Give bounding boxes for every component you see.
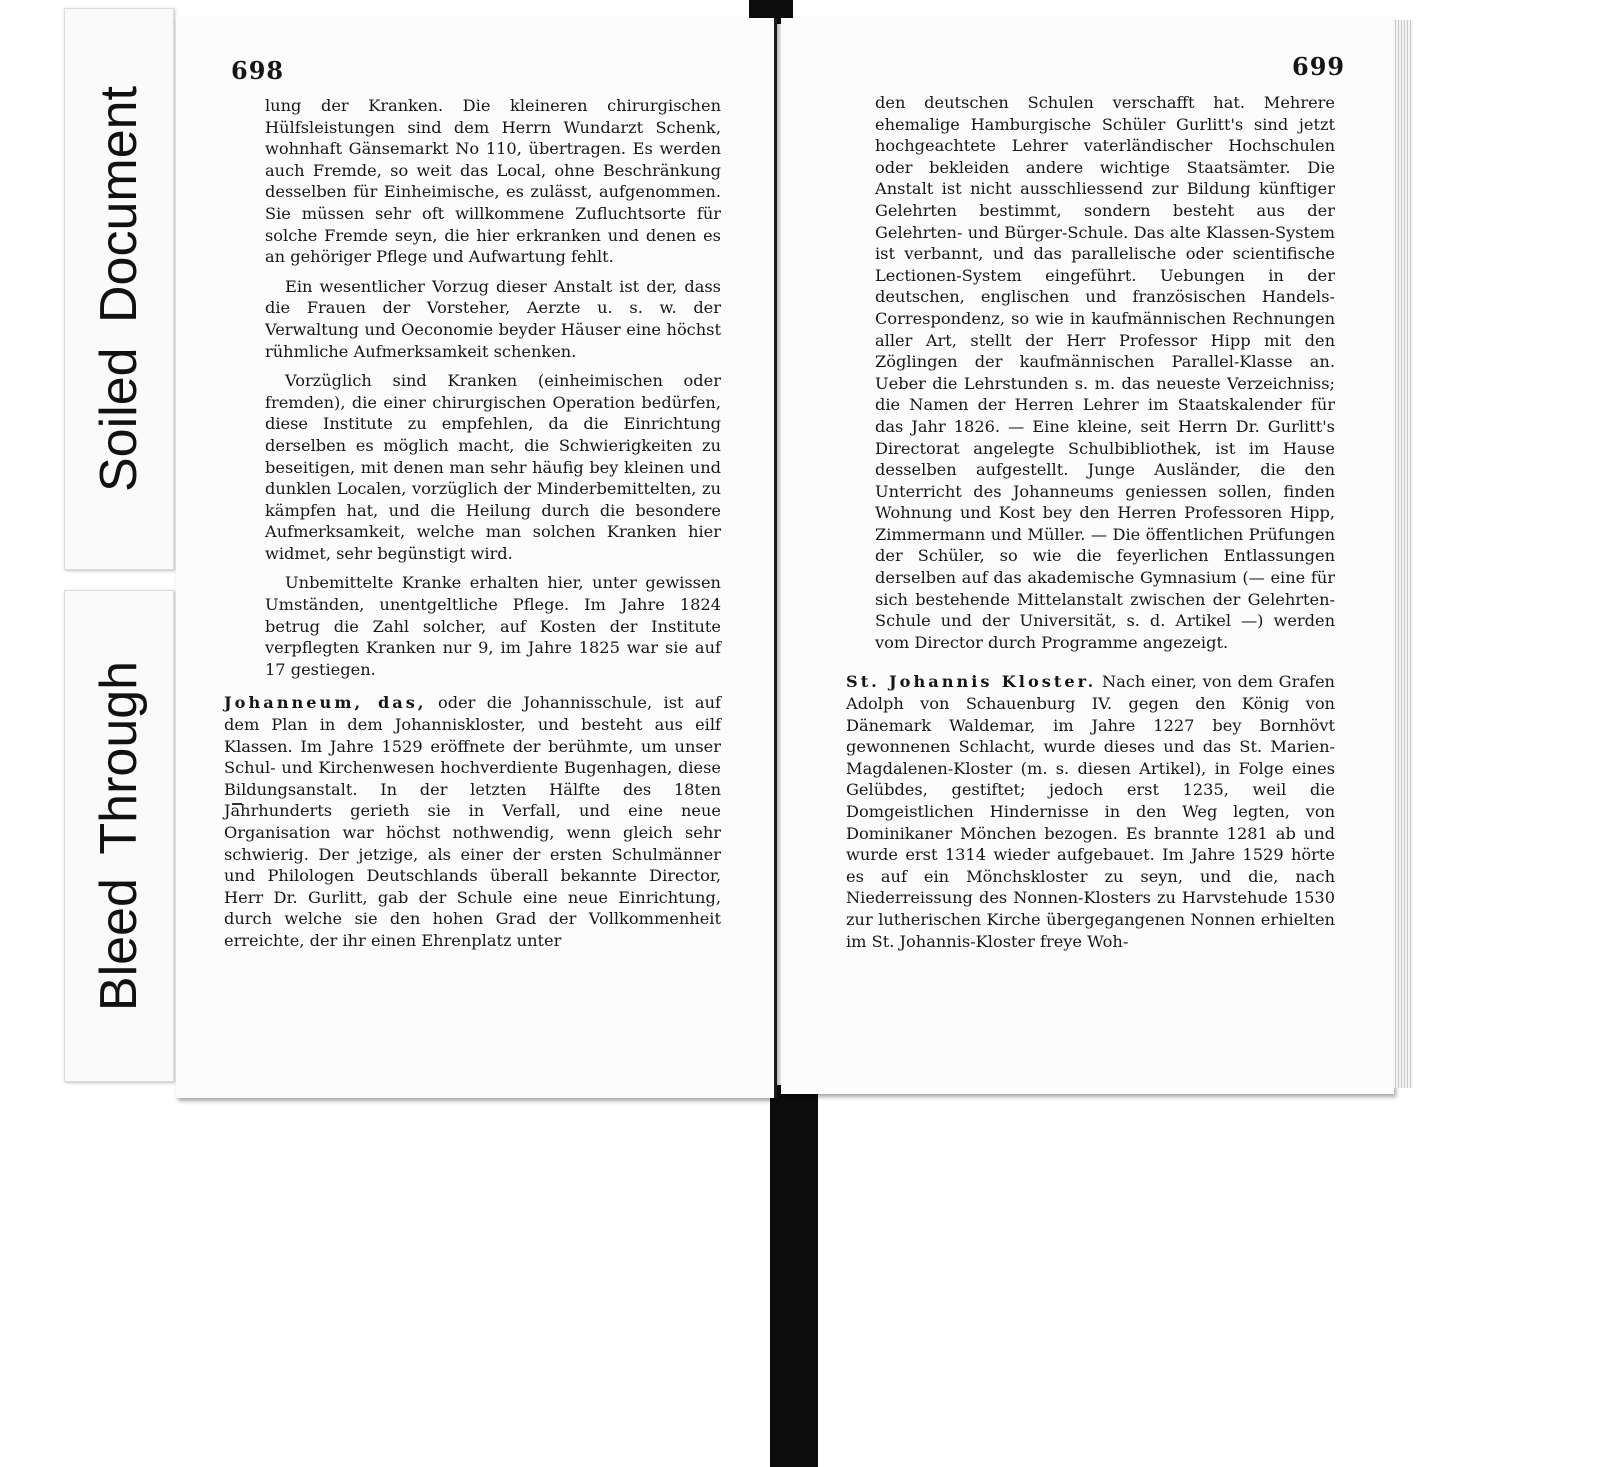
entry-st-johannis-kloster (846, 671, 1335, 952)
entry-heading: Johanneum, das, (224, 693, 427, 713)
bleed-through-label-tag (64, 590, 174, 1082)
bleed-through-label: Bleed Through (90, 660, 148, 1012)
left-page-number: 698 (231, 56, 285, 85)
paragraph: Vorzüglich sind Kranken (einheimischen oder fremden), die einer chirurgischen Operation bedürfen, diese Institute zu empfehlen, da die Einrichtung derselben es möglich macht, die Schwierigkeiten zu beseitigen, mit denen man sehr häufig bey kleinen und dunklen Localen, vorzüglich der Minderbemittelten, zu kämpfen hat, und die Heilung durch die besondere Aufmerksamkeit, welche man solchen Kranken hier widmet, sehr begünstigt wird. (265, 371, 721, 563)
soiled-document-label: Soiled Document (90, 86, 148, 492)
left-page-text (224, 95, 721, 960)
entry-heading: St. Johannis Kloster. (846, 672, 1097, 692)
paragraph: den deutschen Schulen verschafft hat. Mehrere ehemalige Hamburgische Schüler Gurlitt's sind jetzt hochgeachtete Lehrer vaterländischer Hochschulen oder bekleiden andere wichtige Staatsämter. Die Anstalt ist nicht ausschliessend zur Bildung künftiger Gelehrten bestimmt, sondern besteht aus der Gelehrten- und Bürger-Schule. Das alte Klassen-System ist verbannt, und das parallelische oder scientifische Lectionen-System eingeführt. Uebungen in der deutschen, englischen und französischen Handels-Correspondenz, so wie in kaufmännischen Rechnungen aller Art, stellt der Herr Professor Hipp mit den Zöglingen der kaufmännischen Parallel-Klasse an. Ueber die Lehrstunden s. m. das neueste Verzeichniss; die Namen der Herren Lehrer im Staatskalender für das Jahr 1826. — Eine kleine, seit Herrn Dr. Gurlitt's Directorat angelegte Schulbibliothek, ist im Hause desselben aufgestellt. Junge Ausländer, die den Unterricht des Johanneums geniessen sollen, finden Wohnung und Kost bey den Herren Professoren Hipp, Zimmermann und Müller. — Die öffentlichen Prüfungen der Schüler, so wie die feyerlichen Entlassungen derselben auf das akademische Gymnasium (— eine für sich bestehende Mittelanstalt zwischen der Gelehrten-Schule und der Universität, s. d. Artikel —) werden vom Director durch Programme angezeigt. (875, 93, 1335, 652)
entry-text: Nach einer, von dem Grafen Adolph von Schauenburg IV. gegen den König von Dänemark Waldemar, im Jahre 1227 bey Bornhövt gewonnenen Schlacht, wurde dieses und das St. Marien-Magdalenen-Kloster (m. s. diesen Artikel), in Folge eines Gelübdes, gestiftet; jedoch erst 1235, weil die Domgeistlichen Hindernisse in den Weg legten, von Dominikaner Mönchen bezogen. Es brannte 1281 ab und wurde erst 1314 wieder aufgebauet. Im Jahre 1529 hörte es auf ein Mönchskloster zu seyn, und die, nach Niederreissung des Nonnen-Klosters zu Harvstehude 1530 zur lutherischen Kirche übergegangenen Nonnen erhielten im St. Johannis-Kloster freye Woh- (846, 672, 1335, 951)
binding-bar-bottom (770, 1085, 818, 1467)
entry-text: oder die Johannisschule, ist auf dem Plan in dem Johanniskloster, und besteht aus eilf Klassen. Im Jahre 1529 eröffnete der berühmte, um unser Schul- und Kirchenwesen hochverdiente Bugenhagen, diese Bildungsanstalt. In der letzten Hälfte des 18ten Jahrhunderts gerieth sie in Verfall, und eine neue Organisation war höchst nothwendig, wenn gleich sehr schwierig. Der jetzige, als einer der ersten Schulmänner und Philologen Deutschlands überall bekannte Director, Herr Dr. Gurlitt, gab der Schule eine neue Einrichtung, durch welche sie den hohen Grad der Vollkommenheit erreichte, der ihr einen Ehrenplatz unter (224, 693, 721, 950)
page-edges (1393, 20, 1413, 1088)
paragraph: lung der Kranken. Die kleineren chirurgischen Hülfsleistungen sind dem Herrn Wundarzt Schenk, wohnhaft Gänsemarkt No 110, übertragen. Es werden auch Fremde, so weit das Local, ohne Beschränkung desselben für Einheimische, es zulässt, aufgenommen. Sie müssen sehr oft willkommene Zufluchtsorte für solche Fremde seyn, die hier erkranken und denen es an gehöriger Pflege und Aufwartung fehlt. (265, 96, 721, 267)
right-page-number: 699 (1292, 52, 1346, 81)
right-page-text (846, 92, 1335, 960)
paragraph: Unbemittelte Kranke erhalten hier, unter gewissen Umständen, unentgeltliche Pflege. Im Jahre 1824 betrug die Zahl solcher, auf Kosten der Institute verpflegten Kranken nur 9, im Jahre 1825 war sie auf 17 gestiegen. (265, 573, 721, 679)
soiled-document-label-tag (64, 8, 174, 570)
entry-johanneum (224, 692, 721, 951)
paragraph: Ein wesentlicher Vorzug dieser Anstalt ist der, dass die Frauen der Vorsteher, Aerzte u. s. w. der Verwaltung und Oeconomie beyder Häuser eine höchst rühmliche Aufmerksamkeit schenken. (265, 276, 721, 361)
